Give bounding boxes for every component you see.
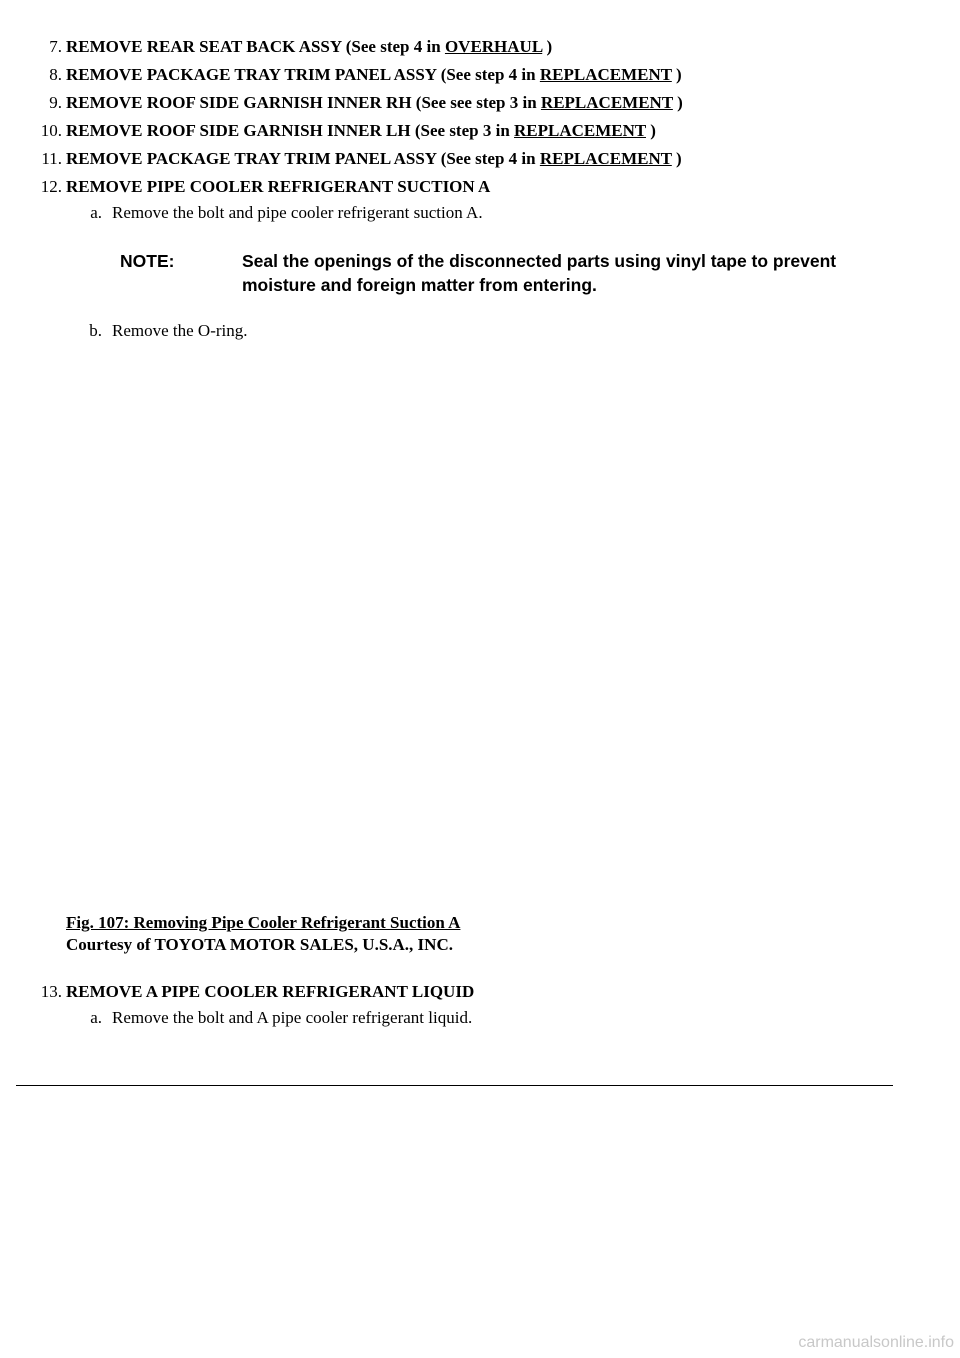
substep-text: Remove the bolt and A pipe cooler refrigerant liquid.: [112, 1008, 473, 1027]
page-divider: [16, 1085, 893, 1086]
substep-label: a.: [90, 1008, 102, 1027]
substep-text: Remove the bolt and pipe cooler refrigerant suction A.: [112, 203, 483, 222]
step-title: REMOVE PACKAGE TRAY TRIM PANEL ASSY (See step 4 in: [66, 65, 540, 84]
figure-image-area: [66, 350, 866, 905]
note-text: Seal the openings of the disconnected parts using vinyl tape to prevent moisture and foreign matter from entering.: [242, 251, 837, 295]
step-number: 9.: [49, 93, 62, 112]
substep-12a: [72, 201, 772, 225]
step-number: 8.: [49, 65, 62, 84]
step-number: 7.: [49, 37, 62, 56]
step-number: 12.: [40, 177, 62, 196]
substep-label: a.: [90, 203, 102, 222]
step-number: 10.: [40, 121, 62, 140]
replacement-link[interactable]: REPLACEMENT: [514, 121, 646, 140]
step-title: REMOVE ROOF SIDE GARNISH INNER LH (See step 3 in: [66, 121, 515, 140]
step-title: REMOVE REAR SEAT BACK ASSY (See step 4 in: [66, 37, 445, 56]
replacement-link[interactable]: REPLACEMENT: [540, 93, 673, 112]
substep-12b: [72, 319, 772, 343]
step-title: REMOVE A PIPE COOLER REFRIGERANT LIQUID: [66, 982, 475, 1001]
substep-13a: [72, 1006, 772, 1030]
substep-label: b.: [89, 321, 102, 340]
step-number: 11.: [41, 149, 62, 168]
replacement-link[interactable]: REPLACEMENT: [539, 149, 672, 168]
replacement-link[interactable]: REPLACEMENT: [539, 65, 672, 84]
step-title: REMOVE PIPE COOLER REFRIGERANT SUCTION A: [66, 177, 491, 196]
step-number: 13.: [40, 982, 62, 1001]
note-label: NOTE:: [120, 251, 175, 271]
figure-courtesy: Courtesy of TOYOTA MOTOR SALES, U.S.A., INC.: [66, 935, 453, 954]
step-title: REMOVE ROOF SIDE GARNISH INNER RH (See see step 3 in: [66, 93, 541, 112]
figure-title[interactable]: Fig. 107: Removing Pipe Cooler Refrigerant Suction A: [66, 913, 461, 932]
watermark: carmanualsonline.info: [798, 1334, 954, 1351]
substep-text: Remove the O-ring.: [112, 321, 248, 340]
figure-caption: [66, 912, 460, 956]
overhaul-link[interactable]: OVERHAUL: [444, 37, 543, 56]
step-title: REMOVE PACKAGE TRAY TRIM PANEL ASSY (See step 4 in: [66, 149, 540, 168]
